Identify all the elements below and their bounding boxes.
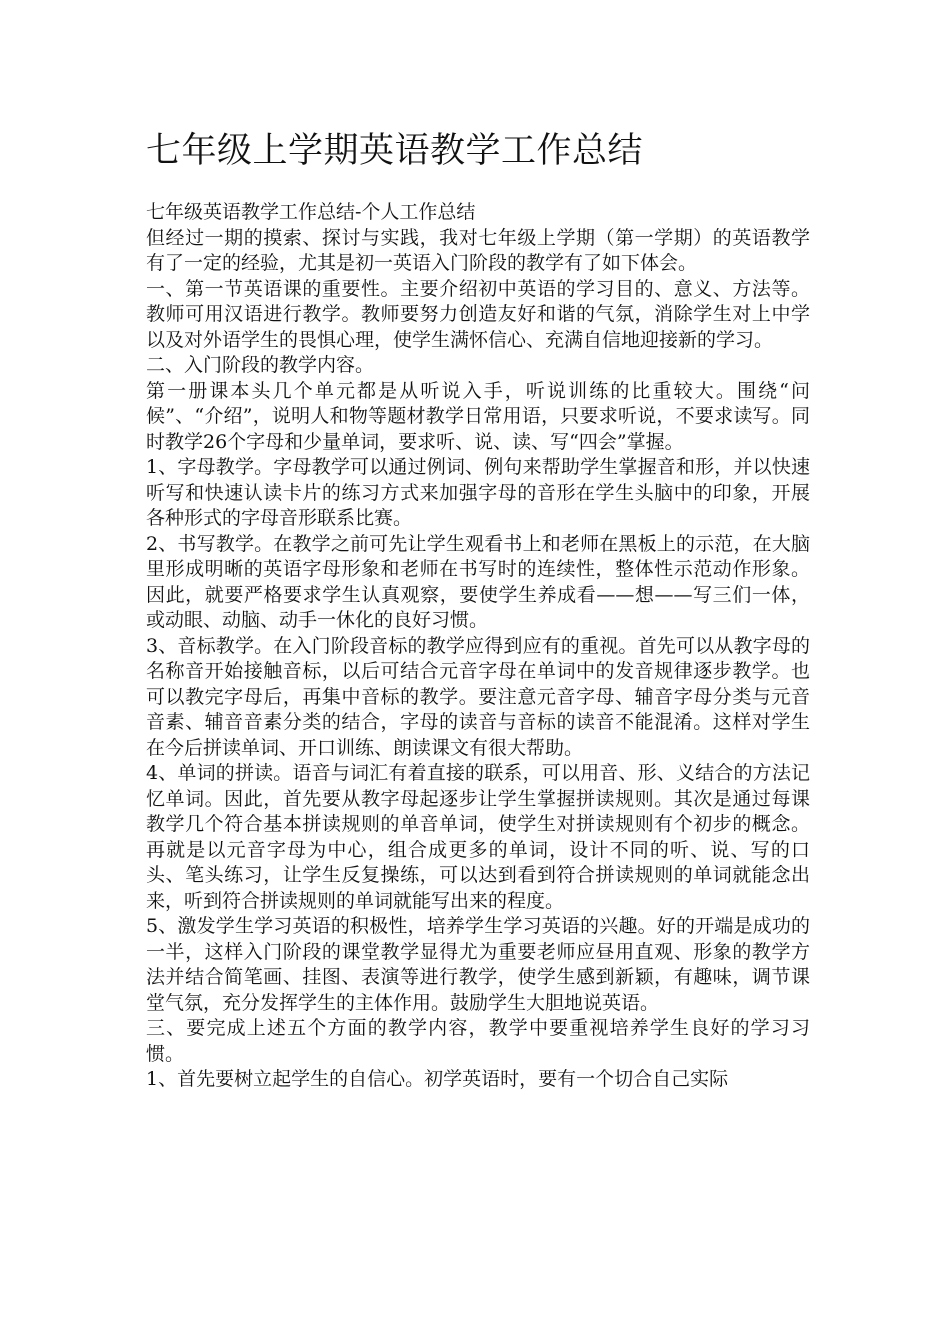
section-2-heading: 二、入门阶段的教学内容。 <box>146 354 375 376</box>
section-3-item-1-paragraph: 1、首先要树立起学生的自信心。初学英语时，要有一个切合自己实际 <box>146 1068 729 1090</box>
intro-paragraph: 但经过一期的摸索、探讨与实践，我对七年级上学期（第一学期）的英语教学有了一定的经验，尤其是初一英语入门阶段的教学有了如下体会。 <box>146 226 810 274</box>
document-title: 七年级上学期英语教学工作总结 <box>146 131 644 171</box>
document-body <box>146 200 810 1093</box>
item-1-paragraph: 1、字母教学。字母教学可以通过例词、例句来帮助学生掌握音和形，并以快速听写和快速认读卡片的练习方式来加强字母的音形在学生头脑中的印象，开展各种形式的字母音形联系比赛。 <box>146 456 810 529</box>
subtitle-paragraph: 七年级英语教学工作总结-个人工作总结 <box>146 201 476 223</box>
section-3-paragraph: 三、要完成上述五个方面的教学内容，教学中要重视培养学生良好的学习习惯。 <box>146 1017 810 1065</box>
item-2-paragraph: 2、书写教学。在教学之前可先让学生观看书上和老师在黑板上的示范，在大脑里形成明晰的英语字母形象和老师在书写时的连续性，整体性示范动作形象。因此，就要严格要求学生认真观察，要使学生养成看——想——写三们一体，或动眼、动脑、动手一休化的良好习惯。 <box>146 532 810 631</box>
item-4-paragraph: 4、单词的拼读。语音与词汇有着直接的联系，可以用音、形、义结合的方法记忆单词。因此，首先要从教字母起逐步让学生掌握拼读规则。其次是通过每课教学几个符合基本拼读规则的单音单词，使学生对拼读规则有个初步的概念。再就是以元音字母为中心，组合成更多的单词，设计不同的听、说、写的口头、笔头练习，让学生反复操练，可以达到看到符合拼读规则的单词就能念出来，听到符合拼读规则的单词就能写出来的程度。 <box>146 762 810 912</box>
section-1-paragraph: 一、第一节英语课的重要性。主要介绍初中英语的学习目的、意义、方法等。教师可用汉语进行教学。教师要努力创造友好和谐的气氛，消除学生对上中学以及对外语学生的畏惧心理，使学生满怀信心、充满自信地迎接新的学习。 <box>146 277 810 351</box>
item-3-paragraph: 3、音标教学。在入门阶段音标的教学应得到应有的重视。首先可以从教字母的名称音开始接触音标，以后可结合元音字母在单词中的发音规律逐步教学。也可以教完字母后，再集中音标的教学。要注意元音字母、辅音字母分类与元音音素、辅音音素分类的结合，字母的读音与音标的读音不能混淆。这样对学生在今后拼读单词、开口训练、朗读课文有很大帮助。 <box>146 634 810 759</box>
section-2-paragraph: 第一册课本头几个单元都是从听说入手，听说训练的比重较大。围绕“问候”、“介绍”，说明人和物等题材教学日常用语，只要求听说，不要求读写。同时教学26个字母和少量单词，要求听、说、读、写“四会”掌握。 <box>146 379 810 453</box>
item-5-paragraph: 5、激发学生学习英语的积极性，培养学生学习英语的兴趣。好的开端是成功的一半，这样入门阶段的课堂教学显得尤为重要老师应昼用直观、形象的教学方法并结合简笔画、挂图、表演等进行教学，使学生感到新颖，有趣味，调节课堂气氛，充分发挥学生的主体作用。鼓励学生大胆地说英语。 <box>146 915 810 1014</box>
